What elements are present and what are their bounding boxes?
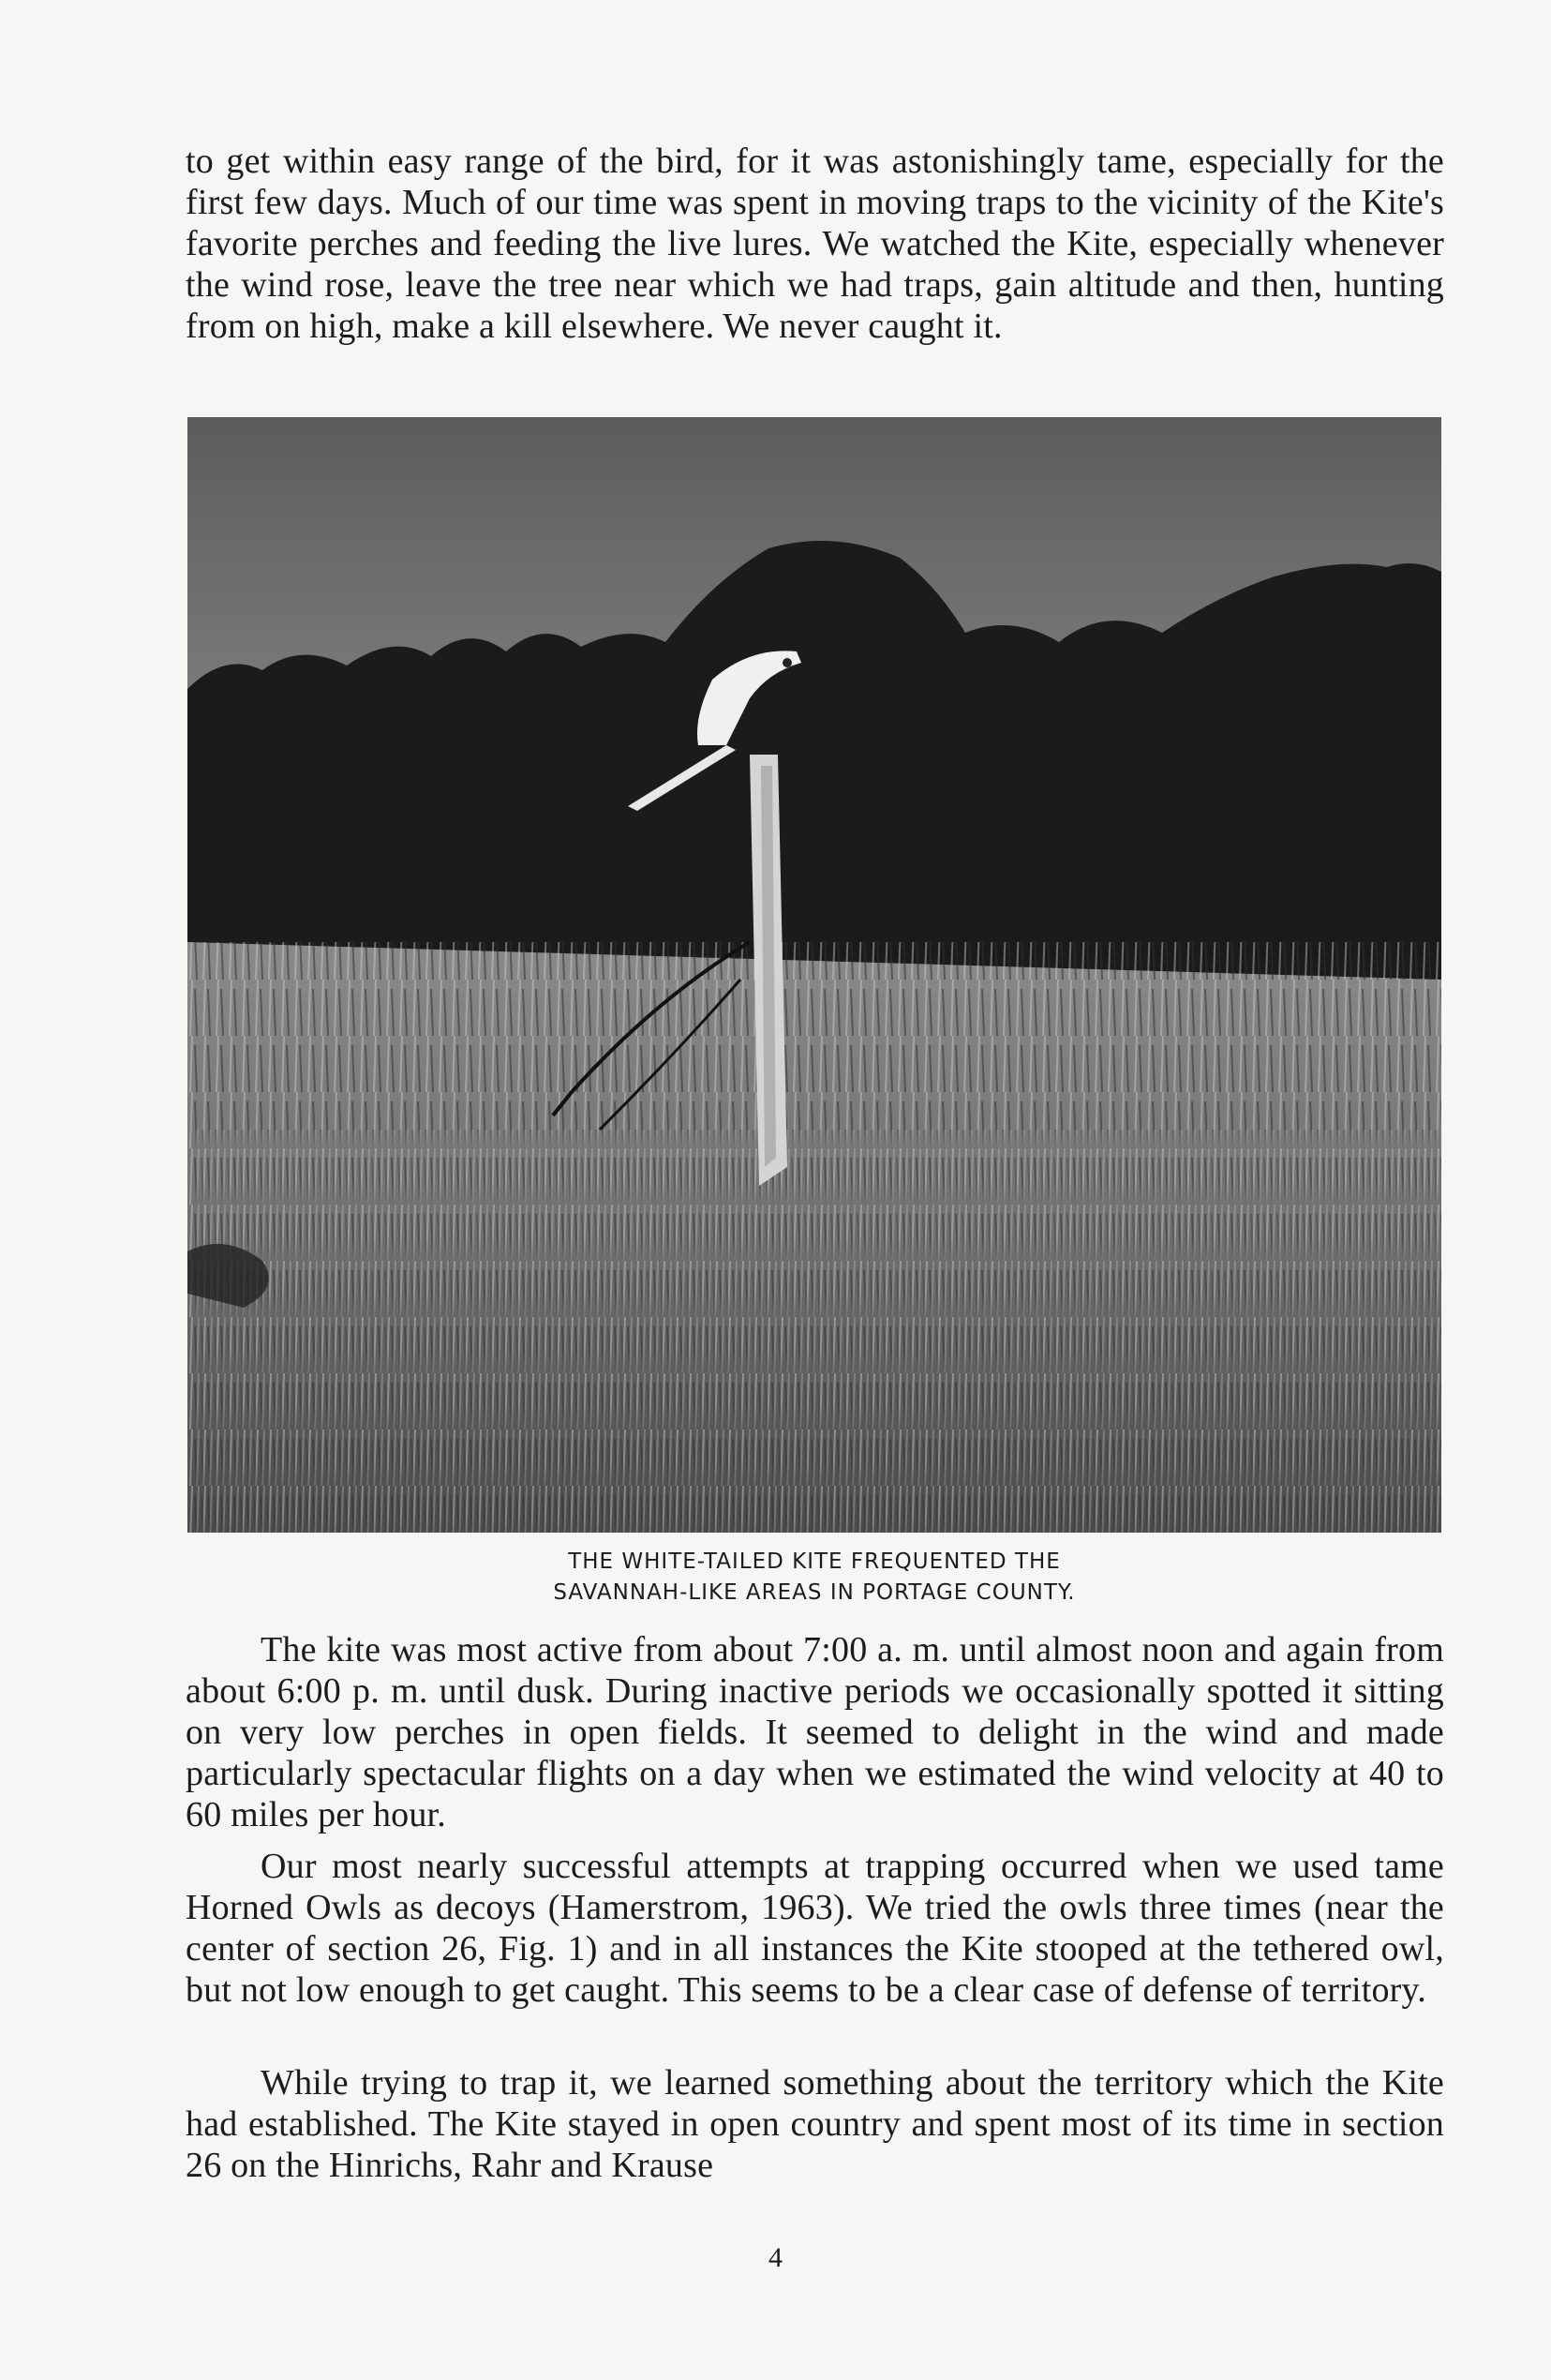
- kite-photograph: [187, 417, 1441, 1533]
- page-number: 4: [768, 2242, 783, 2273]
- figure-caption: [187, 1547, 1441, 1609]
- paragraph-4: While trying to trap it, we learned something about the territory which the Kite had established. The Kite stayed in open country and spent most of its time in section 26 on the Hinrichs, Rahr and Krause: [186, 2063, 1444, 2185]
- kite-on-post-image: [187, 417, 1441, 1533]
- paragraph-2: The kite was most active from about 7:00 a. m. until almost noon and again from about 6:00 p. m. until dusk. During inactive periods we occasionally spotted it sitting on very low perches in open fields. It seemed to delight in the wind and made particularly spectacular flights on a day when we estimated the wind velocity at 40 to 60 miles per hour.: [186, 1630, 1444, 1834]
- caption-line-2: SAVANNAH-LIKE AREAS IN PORTAGE COUNTY.: [553, 1580, 1076, 1605]
- paragraph-3: Our most nearly successful attempts at trapping occurred when we used tame Horned Owls as decoys (Hamerstrom, 1963). We tried the owls three times (near the center of section 26, Fig. 1) and in all instances the Kite stooped at the tethered owl, but not low enough to get caught. This seems to be a clear case of defense of territory.: [186, 1847, 1444, 2010]
- caption-line-1: THE WHITE-TAILED KITE FREQUENTED THE: [568, 1549, 1061, 1574]
- paragraph-1: to get within easy range of the bird, for it was astonishingly tame, especially for the first few days. Much of our time was spent in moving traps to the vicinity of the Kite's favorite perches and feeding the live lures. We watched the Kite, especially whenever the wind rose, leave the tree near which we had traps, gain altitude and then, hunting from on high, make a kill elsewhere. We never caught it.: [186, 142, 1444, 346]
